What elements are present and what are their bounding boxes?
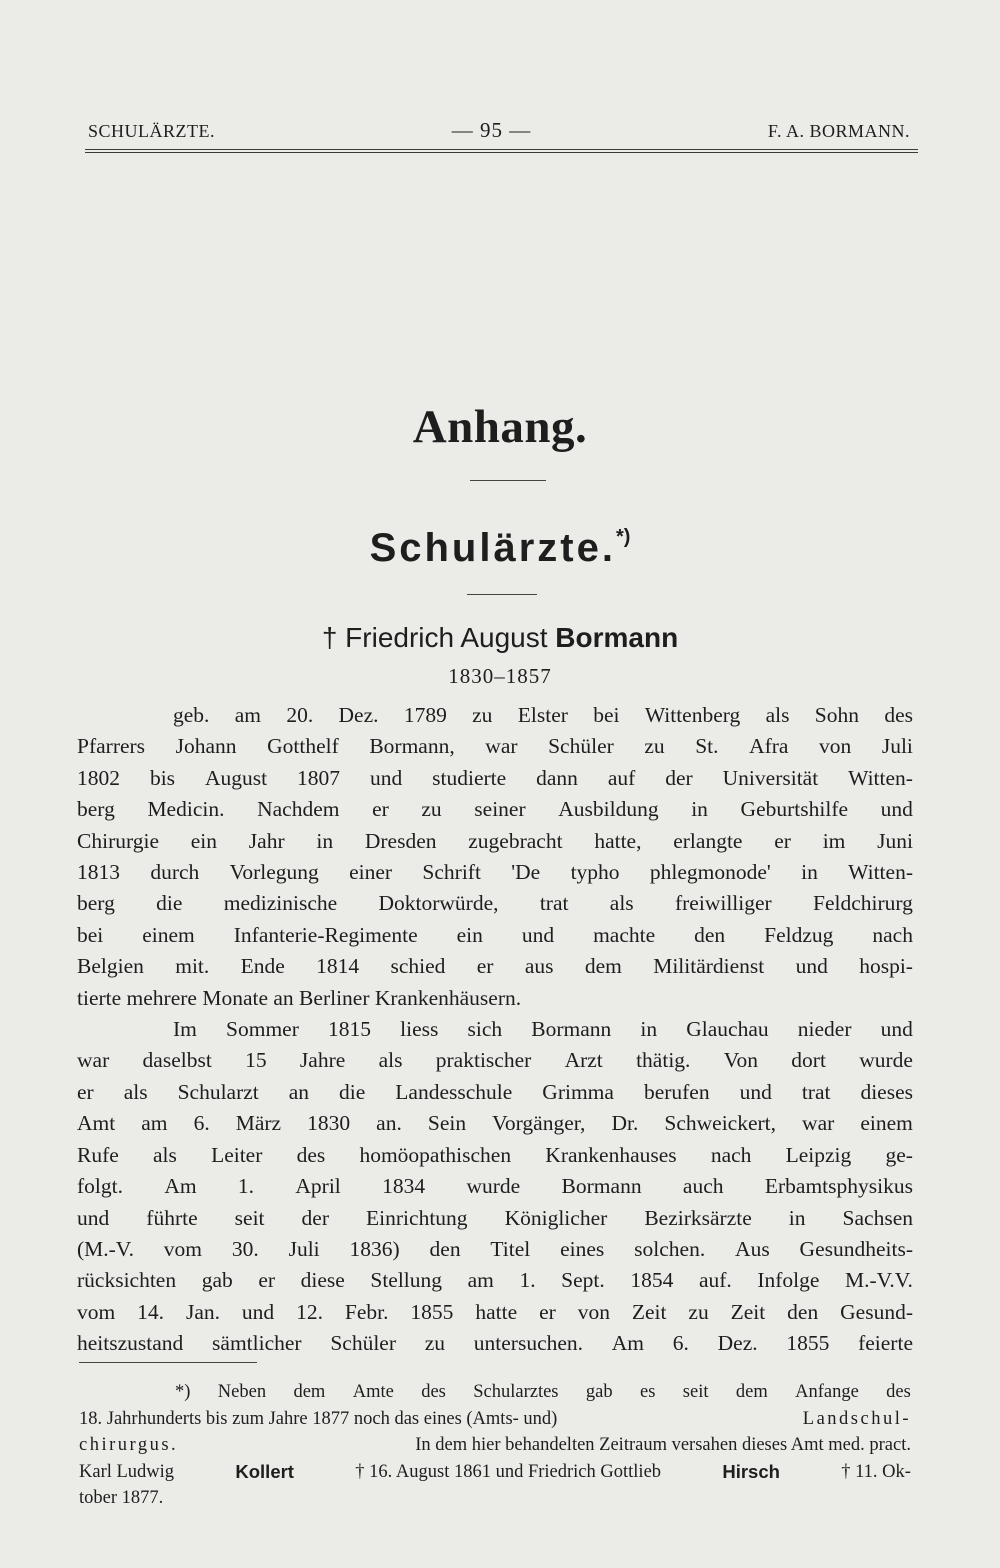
footnote-spaced-term: Landschul- bbox=[802, 1408, 911, 1429]
text-line: Pfarrers Johann Gotthelf Bormann, war Schüler zu St. Afra von Juli bbox=[77, 734, 913, 759]
footnote-line: *) Neben dem Amte des Schularztes gab es seit dem Anfange des bbox=[175, 1382, 911, 1402]
footnote bbox=[79, 1379, 911, 1512]
text-line: Rufe als Leiter des homöopathischen Krankenhauses nach Leipzig ge- bbox=[77, 1142, 913, 1167]
footnote-rule bbox=[79, 1362, 257, 1363]
person-surname: Bormann bbox=[555, 622, 679, 653]
text-line: rücksichten gab er diese Stellung am 1. Sept. 1854 auf. Infolge M.-V.V. bbox=[77, 1268, 913, 1293]
footnote-text: † 16. August 1861 und Friedrich Gottlieb bbox=[355, 1461, 662, 1482]
text-line: Belgien mit. Ende 1814 schied er aus dem Militärdienst und hospi- bbox=[77, 954, 913, 979]
header-double-rule bbox=[85, 149, 918, 153]
running-head bbox=[88, 118, 910, 143]
body-text bbox=[77, 700, 913, 1360]
person-name bbox=[0, 622, 1000, 654]
section-footnote-mark: *) bbox=[615, 526, 631, 548]
footnote-text: Karl Ludwig bbox=[79, 1461, 175, 1482]
running-head-left: SCHULÄRZTE. bbox=[88, 121, 215, 141]
text-line: und führte seit der Einrichtung Königlicher Bezirksärzte in Sachsen bbox=[77, 1205, 913, 1230]
footnote-line bbox=[79, 1432, 911, 1459]
text-line: 1802 bis August 1807 und studierte dann auf der Universität Witten- bbox=[77, 765, 913, 790]
footnote-name-kollert: Kollert bbox=[235, 1460, 294, 1482]
page-number: — 95 — bbox=[451, 118, 532, 142]
footnote-line bbox=[79, 1459, 911, 1486]
text-line: bei einem Infanterie-Regimente ein und machte den Feldzug nach bbox=[77, 922, 913, 947]
footnote-name-hirsch: Hirsch bbox=[722, 1460, 780, 1482]
text-line: vom 14. Jan. und 12. Febr. 1855 hatte er von Zeit zu Zeit den Gesund- bbox=[77, 1299, 913, 1324]
text-line: 1813 durch Vorlegung einer Schrift 'De typho phlegmonode' in Witten- bbox=[77, 860, 913, 885]
footnote-line bbox=[79, 1406, 911, 1433]
text-line: er als Schularzt an die Landesschule Grimma berufen und trat dieses bbox=[77, 1079, 913, 1104]
footnote-text: In dem hier behandelten Zeitraum versahen dieses Amt med. pract. bbox=[415, 1435, 911, 1455]
footnote-text: † 11. Ok- bbox=[841, 1461, 911, 1482]
text-line: (M.-V. vom 30. Juli 1836) den Titel eines solchen. Aus Gesundheits- bbox=[77, 1236, 913, 1261]
text-line: berg die medizinische Doktorwürde, trat als freiwilliger Feldchirurg bbox=[77, 891, 913, 916]
section-title-text: Schulärzte. bbox=[369, 526, 616, 570]
footnote-text: 18. Jahrhunderts bis zum Jahre 1877 noch das eines (Amts- und) bbox=[79, 1408, 558, 1429]
text-line: Chirurgie ein Jahr in Dresden zugebracht hatte, erlangte er im Juni bbox=[77, 828, 913, 853]
person-dates: 1830–1857 bbox=[448, 664, 552, 688]
text-line: geb. am 20. Dez. 1789 zu Elster bei Wittenberg als Sohn des bbox=[173, 703, 913, 727]
text-line: heitszustand sämtlicher Schüler zu untersuchen. Am 6. Dez. 1855 feierte bbox=[77, 1331, 913, 1356]
section-divider bbox=[467, 594, 537, 595]
text-line: berg Medicin. Nachdem er zu seiner Ausbildung in Geburtshilfe und bbox=[77, 797, 913, 822]
text-line: war daselbst 15 Jahre als praktischer Arzt thätig. Von dort wurde bbox=[77, 1048, 913, 1073]
person-given-names: Friedrich August bbox=[345, 622, 548, 653]
running-head-right: F. A. BORMANN. bbox=[767, 121, 910, 141]
section-title bbox=[0, 526, 1000, 571]
text-line: folgt. Am 1. April 1834 wurde Bormann auch Erbamtsphysikus bbox=[77, 1174, 913, 1199]
text-line: tierte mehrere Monate an Berliner Krankenhäusern. bbox=[77, 985, 522, 1010]
text-line: Amt am 6. März 1830 an. Sein Vorgänger, Dr. Schweickert, war einem bbox=[77, 1111, 913, 1136]
cross-symbol: † bbox=[321, 622, 338, 653]
footnote-line: tober 1877. bbox=[79, 1488, 164, 1508]
footnote-spaced-term: chirurgus. bbox=[79, 1435, 179, 1455]
appendix-heading: Anhang. bbox=[412, 401, 588, 453]
text-line: Im Sommer 1815 liess sich Bormann in Glauchau nieder und bbox=[173, 1017, 913, 1042]
heading-divider bbox=[470, 480, 546, 481]
